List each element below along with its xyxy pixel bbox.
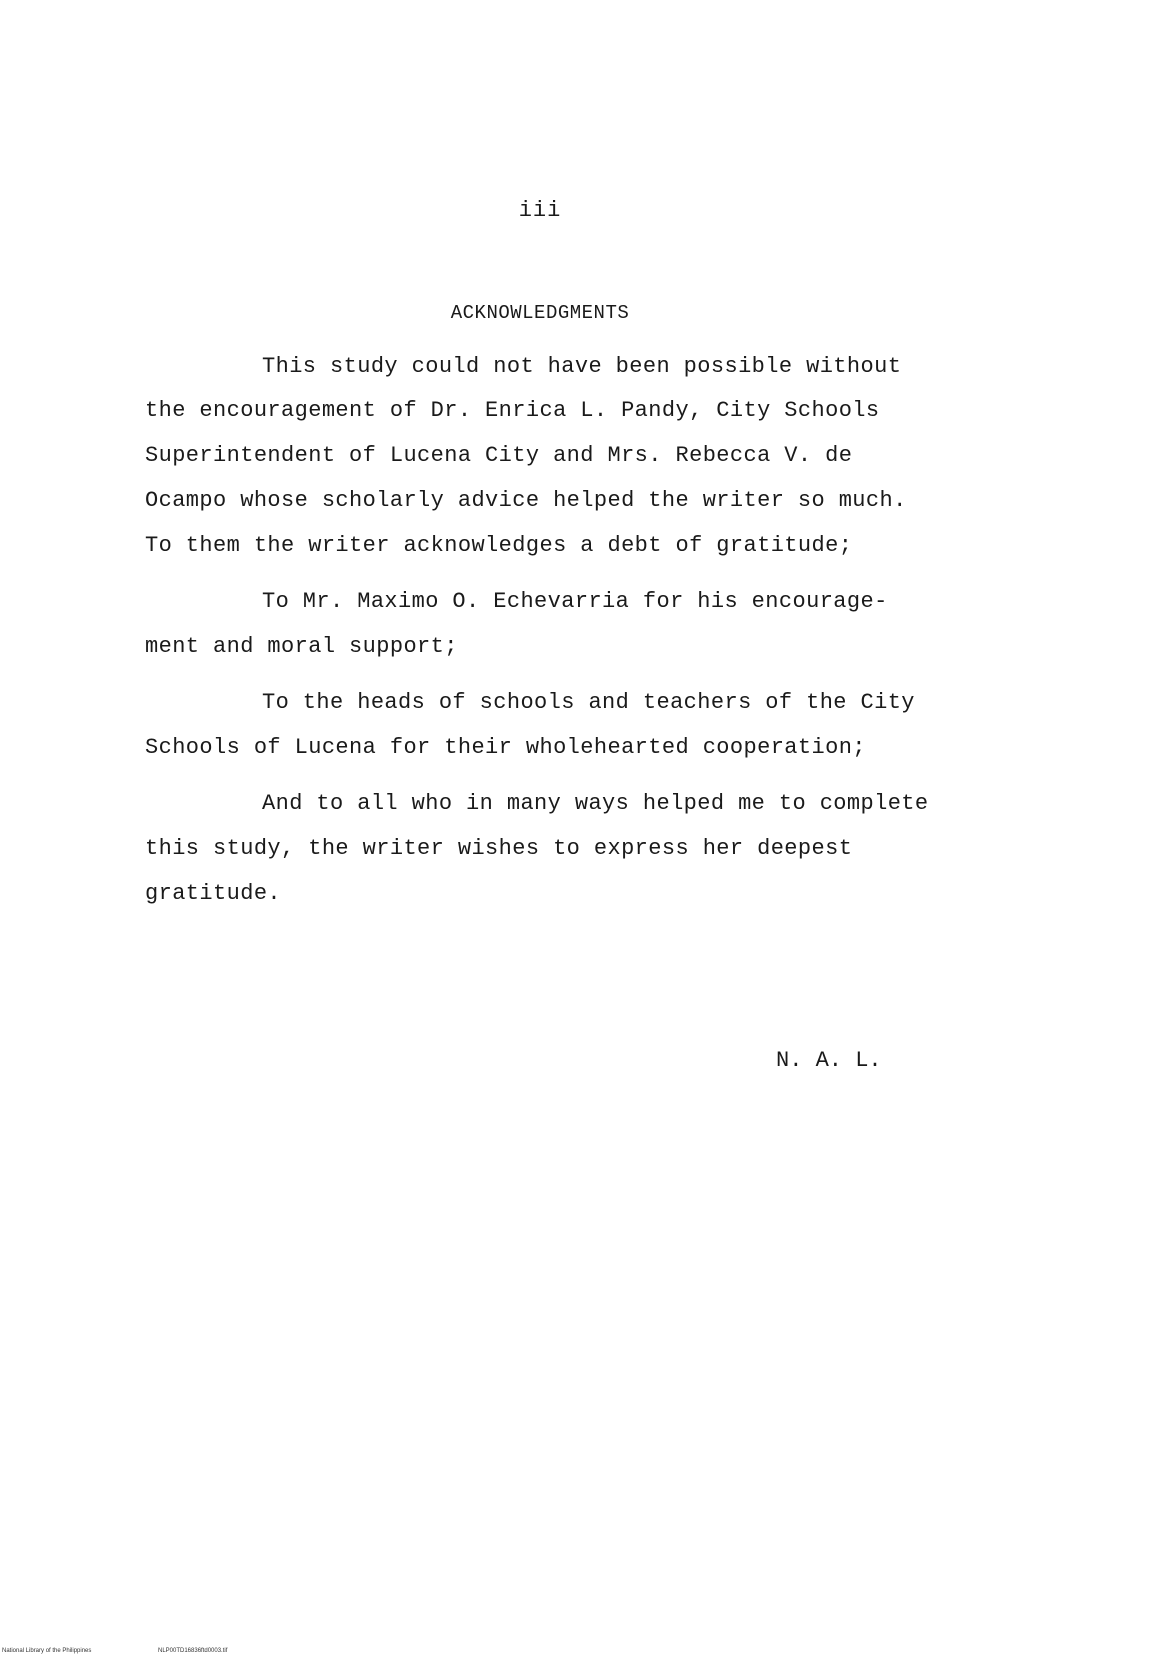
paragraph-4-line-2: this study, the writer wishes to express her deepest (145, 836, 853, 861)
paragraph-1-line-5: To them the writer acknowledges a debt of gratitude; (145, 533, 853, 558)
paragraph-3-line-2: Schools of Lucena for their wholehearted cooperation; (145, 735, 866, 760)
paragraph-1-line-1: This study could not have been possible without (262, 354, 902, 379)
paragraph-1-line-2: the encouragement of Dr. Enrica L. Pandy, City Schools (145, 398, 880, 423)
footer-filename: NLP00TD16836ftd0003.tif (158, 1648, 228, 1654)
paragraph-4-line-1: And to all who in many ways helped me to complete (262, 791, 929, 816)
paragraph-4-line-3: gratitude. (145, 881, 282, 906)
page-number: iii (518, 198, 562, 223)
signature-initials: N. A. L. (776, 1048, 882, 1073)
paragraph-2-line-1: To Mr. Maximo O. Echevarria for his encourage- (262, 589, 888, 614)
paragraph-1-line-4: Ocampo whose scholarly advice helped the writer so much. (145, 488, 907, 513)
page-title: ACKNOWLEDGMENTS (450, 302, 630, 324)
footer-library: National Library of the Philippines (2, 1648, 92, 1654)
paragraph-2-line-2: ment and moral support; (145, 634, 458, 659)
paragraph-3-line-1: To the heads of schools and teachers of the City (262, 690, 915, 715)
paragraph-1-line-3: Superintendent of Lucena City and Mrs. Rebecca V. de (145, 443, 853, 468)
